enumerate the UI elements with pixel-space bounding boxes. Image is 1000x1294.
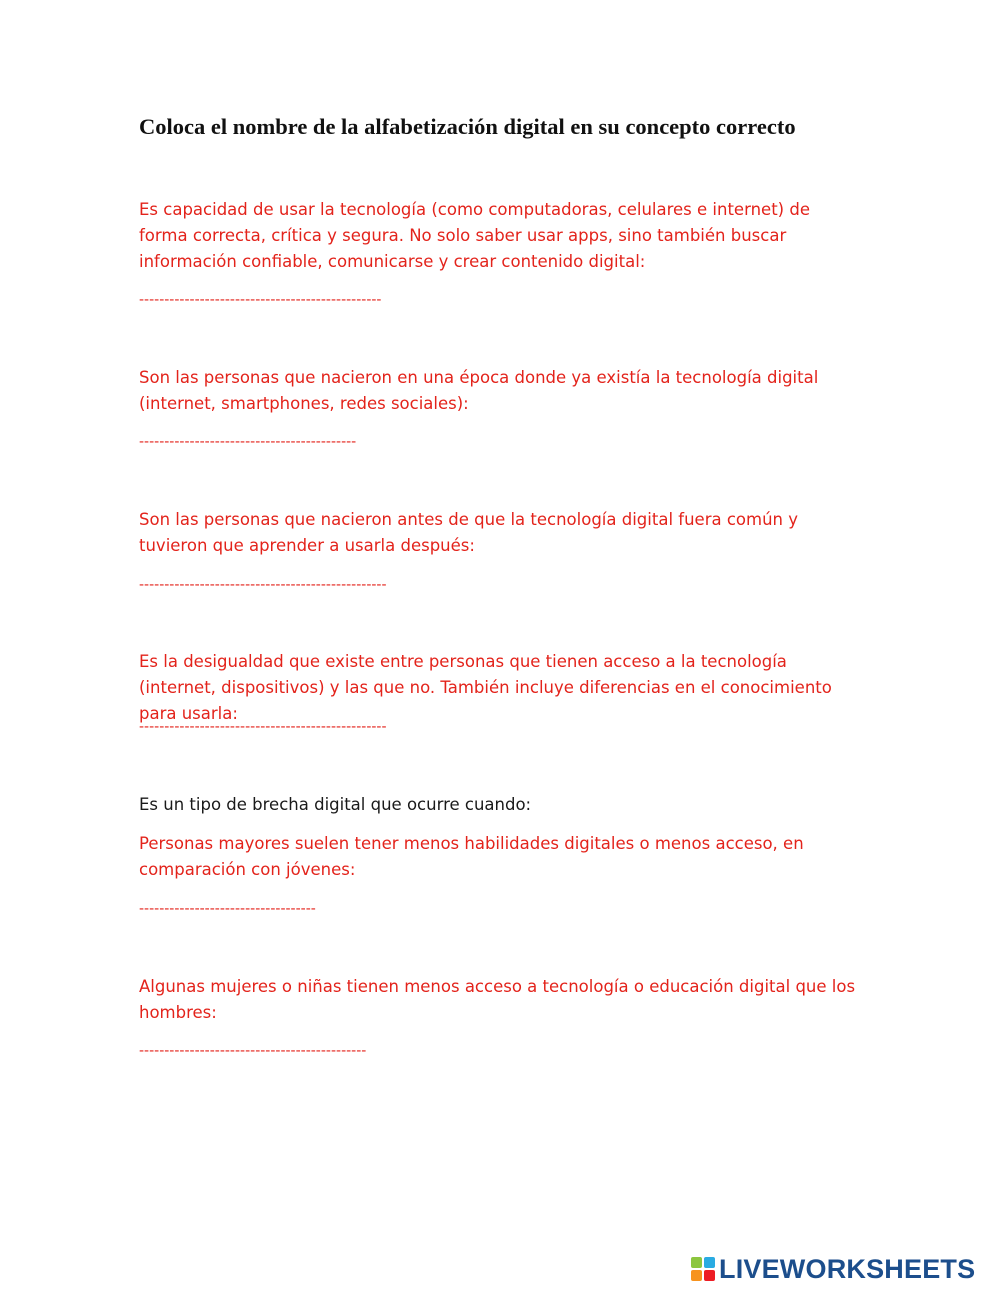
question-3-text: Son las personas que nacieron antes de que la tecnología digital fuera común y tuvieron que aprender a usarla después: [139, 510, 798, 555]
brand-name: LIVEWORKSHEETS [719, 1254, 976, 1284]
question-1-text: Es capacidad de usar la tecnología (como computadoras, celulares e internet) de forma correcta, crítica y segura. No solo saber usar apps, sino también buscar información confiable, comunicarse y crear contenido digital: [139, 200, 810, 271]
answer-blank-4[interactable]: ------------------------------------------------- [139, 719, 387, 735]
logo-square-blue [704, 1257, 715, 1268]
answer-blank-5[interactable]: ----------------------------------- [139, 901, 316, 917]
answer-blank-3[interactable]: ------------------------------------------------- [139, 577, 387, 593]
liveworksheets-logo [691, 1255, 975, 1283]
liveworksheets-mark-icon [691, 1257, 715, 1281]
question-4-text: Es la desigualdad que existe entre personas que tienen acceso a la tecnología (internet, dispositivos) y las que no. También incluye diferencias en el conocimiento para usarla: [139, 652, 832, 723]
page-title: Coloca el nombre de la alfabetización digital en su concepto correcto [139, 114, 796, 139]
answer-blank-1[interactable]: ------------------------------------------------ [139, 292, 382, 308]
question-2-text: Son las personas que nacieron en una época donde ya existía la tecnología digital (internet, smartphones, redes sociales): [139, 368, 819, 413]
subsection-intro: Es un tipo de brecha digital que ocurre cuando: [139, 795, 532, 814]
answer-blank-2[interactable]: ------------------------------------------- [139, 434, 357, 450]
logo-square-orange [691, 1270, 702, 1281]
subquestion-2-text: Algunas mujeres o niñas tienen menos acceso a tecnología o educación digital que los hombres: [139, 977, 856, 1022]
logo-square-green [691, 1257, 702, 1268]
subquestion-1-text: Personas mayores suelen tener menos habilidades digitales o menos acceso, en comparación con jóvenes: [139, 834, 804, 879]
logo-square-red [704, 1270, 715, 1281]
answer-blank-6[interactable]: --------------------------------------------- [139, 1043, 367, 1059]
